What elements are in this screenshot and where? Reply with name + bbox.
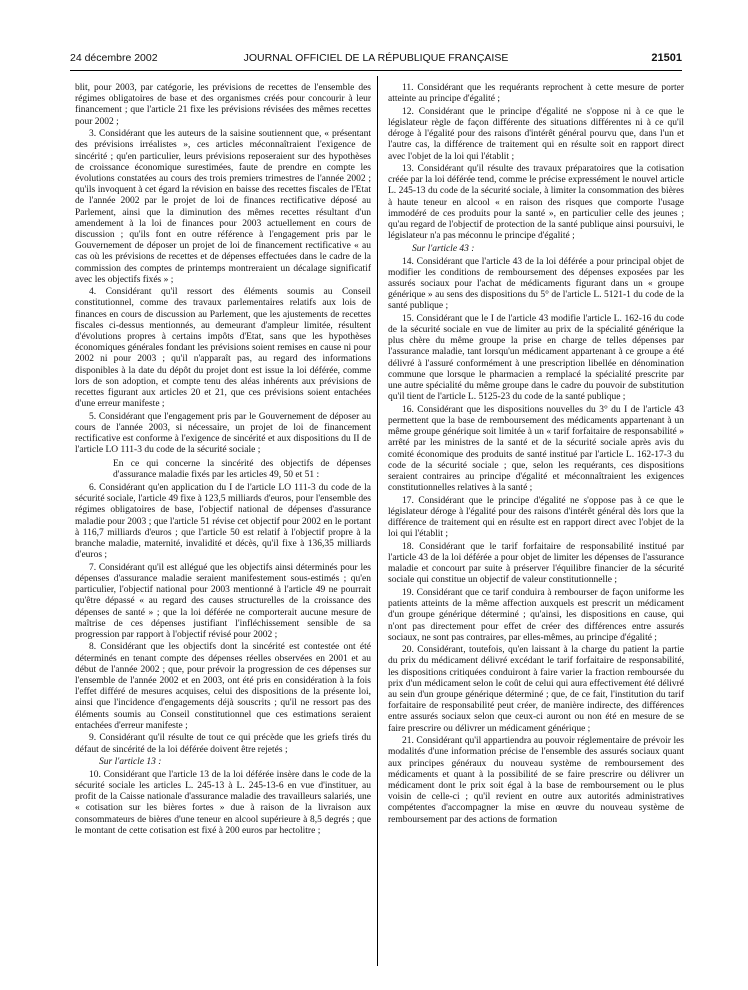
paragraph: 17. Considérant que le principe d'égalité ne s'oppose pas à ce que le législateur déroge à l'égalité pour des raisons d'intérêt général dès lors que la différence de traitement qui en résulte est en rapport direct avec l'objet de la loi qui l'établit ; [388,495,684,540]
paragraph: 21. Considérant qu'il appartiendra au pouvoir réglementaire de prévoir les modalités d'une information précise de l'ensemble des assurés sociaux quant aux principes généraux du nouveau système de remboursement des médicaments et quant à la possibilité de se faire prescrire ou délivrer un médicament dont le prix soit égal à la base de remboursement ou le plus voisin de celle-ci ; qu'il revient en outre aux autorités administratives compétentes d'accompagner la mise en œuvre du nouveau système de remboursement par des actions de formation [388,736,684,825]
right-column [388,83,684,827]
paragraph: 4. Considérant qu'il ressort des éléments soumis au Conseil constitutionnel, comme des travaux parlementaires relatifs aux lois de finances en cours de discussion au Parlement, que les ajustements de recettes fiscales ci-dessus mentionnés, au demeurant d'ampleur limitée, résultent d'évolutions propres à certains impôts d'Etat, sans que les hypothèses économiques générales fondant les prévisions soient remises en cause ni pour 2002 ni pour 2003 ; qu'il n'apparaît pas, au regard des informations disponibles à la date du dépôt du projet dont est issue la loi déférée, comme lors de son adoption, et compte tenu des aléas inhérents aux prévisions de recettes figurant aux articles 20 et 21, que ces prévisions soient entachées d'une erreur manifeste ; [75,287,371,410]
paragraph: 7. Considérant qu'il est allégué que les objectifs ainsi déterminés pour les dépenses d'assurance maladie seraient manifestement sous-estimés ; qu'en particulier, l'objectif national pour 2003 mentionné à l'article 49 ne pourrait qu'être dépassé « au regard des causes structurelles de la croissance des dépenses de santé » ; que la loi déférée ne comporterait aucune mesure de maîtrise de ces dépenses justifiant l'infléchissement sensible de sa progression par rapport à l'objectif révisé pour 2002 ; [75,562,371,640]
paragraph: 19. Considérant que ce tarif conduira à rembourser de façon uniforme les patients atteints de la même affection auxquels est prescrit un médicament d'un groupe générique déterminé ; qu'ainsi, les dispositions en cause, qui n'ont pas directement pour effet de créer des différences entre assurés sociaux, ne sont pas contraires, par elles-mêmes, au principe d'égalité ; [388,587,684,643]
paragraph: 11. Considérant que les requérants reprochent à cette mesure de porter atteinte au principe d'égalité ; [388,83,684,105]
paragraph: 5. Considérant que l'engagement pris par le Gouvernement de déposer au cours de l'année 2003, si nécessaire, un projet de loi de financement rectificative est conforme à l'exigence de sincérité et aux dispositions du II de l'article LO 111-3 du code de la sécurité sociale ; [75,411,371,456]
paragraph: 16. Considérant que les dispositions nouvelles du 3° du I de l'article 43 permettent que la base de remboursement des médicaments appartenant à un même groupe générique soit limitée à un « tarif forfaitaire de responsabilité » arrêté par les ministres de la santé et de la sécurité sociale après avis du comité économique des produits de santé institué par l'article L. 162-17-3 du code de la sécurité sociale ; que, selon les requérants, ces dispositions seraient contraires au principe d'égalité et méconnaîtraient les exigences constitutionnelles relatives à la santé ; [388,404,684,494]
section-heading: Sur l'article 43 : [412,243,475,254]
column-divider [377,76,378,966]
left-column [75,83,371,838]
paragraph: 15. Considérant que le I de l'article 43 modifie l'article L. 162-16 du code de la sécurité sociale en vue de limiter au prix de la spécialité générique la plus chère du même groupe la prise en charge de telles dépenses par l'assurance maladie, tant lorsqu'un médicament appartenant à ce groupe a été délivré à l'assuré conformément à une prescription libellée en dénomination commune que lorsque le pharmacien a remplacé la spécialité prescrite par une autre spécialité du même groupe dans le cadre du pouvoir de substitution qu'il tient de l'article L. 5125-23 du code de la santé publique ; [388,313,684,403]
paragraph: 13. Considérant qu'il résulte des travaux préparatoires que la cotisation créée par la loi déférée tend, comme le précise expressément le nouvel article L. 245-13 du code de la sécurité sociale, à limiter la consommation des bières à haute teneur en alcool « en raison des risques que comporte l'usage immodéré de ces produits pour la santé », en particulier celle des jeunes ; qu'au regard de l'objectif de protection de la santé publique ainsi poursuivi, le législateur n'a pas méconnu le principe d'égalité ; [388,164,684,242]
section-heading: Sur l'article 13 : [99,757,162,768]
paragraph: 12. Considérant que le principe d'égalité ne s'oppose ni à ce que le législateur règle de façon différente des situations différentes ni à ce qu'il déroge à l'égalité pour des raisons d'intérêt général pourvu que, dans l'un et l'autre cas, la différence de traitement qui en résulte soit en rapport direct avec l'objet de la loi qui l'établit ; [388,106,684,162]
subsection-heading: En ce qui concerne la sincérité des objectifs de dépenses d'assurance maladie fixés par les articles 49, 50 et 51 : [113,458,371,480]
paragraph: 20. Considérant, toutefois, qu'en laissant à la charge du patient la partie du prix du médicament délivré excédant le tarif forfaitaire de responsabilité, les dispositions critiquées conduiront à faire varier la fraction remboursée du prix d'un médicament selon le coût de celui qui aura effectivement été délivré au sein d'un groupe générique déterminé ; que, de ce fait, l'institution du tarif forfaitaire de responsabilité peut créer, de manière indirecte, des différences entre assurés sociaux selon que ceux-ci auront ou non été en mesure de se faire prescrire ou délivrer un médicament générique ; [388,645,684,734]
header-rule [70,70,682,71]
paragraph: 8. Considérant que les objectifs dont la sincérité est contestée ont été déterminés en tenant compte des dépenses réelles observées en 2001 et au début de l'année 2002 ; que, pour prévoir la progression de ces dépenses sur l'ensemble de l'année 2002 et en 2003, ont été pris en considération à la fois l'effet différé de mesures acquises, celui des dispositions de la présente loi, ainsi que l'incidence d'engagements déjà souscrits ; qu'il ne ressort pas des éléments soumis au Conseil constitutionnel que ces estimations seraient entachées d'erreur manifeste ; [75,642,371,731]
paragraph: 10. Considérant que l'article 13 de la loi déférée insère dans le code de la sécurité sociale les articles L. 245-13 à L. 245-13-6 en vue d'instituer, au profit de la Caisse nationale d'assurance maladie des travailleurs salariés, une « cotisation sur les bières fortes » due à raison de la livraison aux consommateurs de bières d'une teneur en alcool supérieure à 8,5 degrés ; que le montant de cette cotisation est fixé à 200 euros par hectolitre ; [75,769,371,836]
paragraph: 6. Considérant qu'en application du I de l'article LO 111-3 du code de la sécurité sociale, l'article 49 fixe à 123,5 milliards d'euros, pour l'ensemble des régimes obligatoires de base, l'objectif national de dépenses d'assurance maladie pour 2003 ; que l'article 51 révise cet objectif pour 2002 en le portant à 116,7 milliards d'euros ; que l'article 50 est relatif à l'objectif propre à la branche maladie, maternité, invalidité et décès, qu'il fixe à 136,35 milliards d'euros ; [75,483,371,561]
paragraph: 3. Considérant que les auteurs de la saisine soutiennent que, « présentant des prévisions irréalistes », ces articles méconnaîtraient l'exigence de sincérité ; qu'en particulier, leurs prévisions reposeraient sur des hypothèses de croissance économique surestimées, faute de prendre en compte les évolutions constatées au cours des trois premiers trimestres de l'année 2002 ; qu'ils invoquent à cet égard la révision en baisse des recettes fiscales de l'Etat de l'année 2002 par le projet de loi de finances rectificative déposé au Parlement, ainsi que la diminution des mêmes recettes résultant d'un amendement à la loi de finances pour 2003 actuellement en cours de discussion ; qu'ils font en outre référence à l'engagement pris par le Gouvernement de déposer un projet de loi de financement rectificative « au cas où les prévisions de recettes et de dépenses effectuées dans le cadre de la commission des comptes de printemps montreraient un décalage significatif avec les objectifs fixés » ; [75,129,371,285]
paragraph: blit, pour 2003, par catégorie, les prévisions de recettes de l'ensemble des régimes obligatoires de base et des organismes créés pour concourir à leur financement ; que l'article 21 fixe les prévisions révisées des mêmes recettes pour 2002 ; [75,83,371,127]
publication-date: 24 décembre 2002 [70,52,158,64]
page-number: 21501 [651,52,682,64]
paragraph: 9. Considérant qu'il résulte de tout ce qui précède que les griefs tirés du défaut de sincérité de la loi déférée doivent être rejetés ; [75,733,371,755]
journal-title: JOURNAL OFFICIEL DE LA RÉPUBLIQUE FRANÇAISE [243,52,509,64]
page-header [70,52,682,70]
paragraph: 18. Considérant que le tarif forfaitaire de responsabilité institué par l'article 43 de la loi déférée a pour objet de limiter les dépenses de l'assurance maladie et concourt par suite à préserver l'équilibre financier de la sécurité sociale qui constitue un objectif de valeur constitutionnelle ; [388,541,684,586]
paragraph: 14. Considérant que l'article 43 de la loi déférée a pour principal objet de modifier les conditions de remboursement des dépenses exposées par les assurés sociaux pour l'achat de médicaments figurant dans un « groupe générique » au sens des dispositions du 5° de l'article L. 5121-1 du code de la santé publique ; [388,256,684,312]
